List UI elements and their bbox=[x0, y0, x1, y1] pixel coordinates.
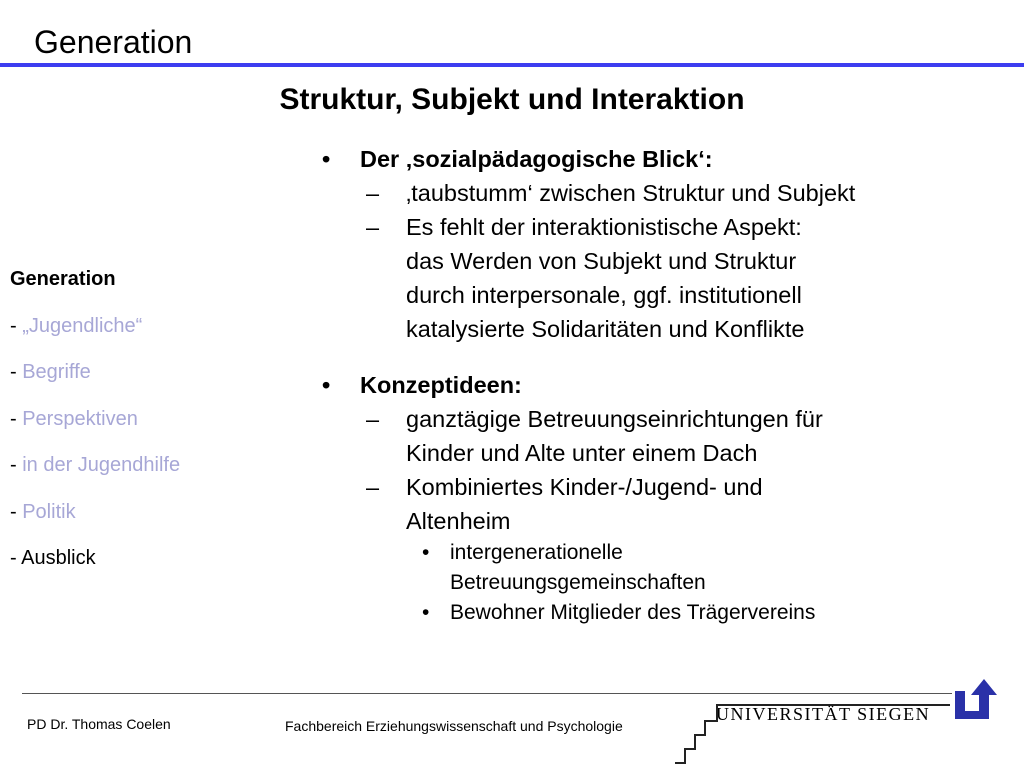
bullet-text: Konzeptideen: bbox=[360, 372, 522, 398]
sidebar-item-prefix: - bbox=[10, 547, 22, 569]
sub-point-taubstumm bbox=[318, 176, 998, 210]
sidebar-item-prefix: - bbox=[10, 361, 23, 383]
sub-sub-point-text: Bewohner Mitglieder des Trägervereins bbox=[450, 601, 816, 624]
dash-marker: – bbox=[366, 474, 380, 500]
sidebar-item-label[interactable]: in der Jugendhilfe bbox=[22, 454, 181, 476]
sidebar-item-label[interactable]: Ausblick bbox=[21, 547, 96, 569]
sub-point-continuation: durch interpersonale, ggf. institutionell bbox=[406, 282, 802, 308]
sub-sub-point-continuation: Betreuungsgemeinschaften bbox=[450, 571, 706, 594]
dash-marker: – bbox=[366, 214, 380, 240]
footer-department: Fachbereich Erziehungswissenschaft und Psychologie bbox=[285, 718, 623, 734]
bullet-marker: • bbox=[422, 601, 430, 624]
sub-sub-point-text: intergenerationelle bbox=[450, 541, 623, 564]
bullet-point-konzeptideen bbox=[318, 368, 998, 402]
slide-subtitle: Struktur, Subjekt und Interaktion bbox=[279, 83, 745, 116]
sidebar-item-prefix: - bbox=[10, 407, 23, 430]
sidebar-item-begriffe[interactable] bbox=[10, 349, 180, 396]
bullet-marker: • bbox=[322, 372, 331, 398]
bullet-marker: • bbox=[422, 541, 430, 564]
sub-point-continuation: Altenheim bbox=[406, 508, 511, 534]
sub-point-text: Es fehlt der interaktionistische Aspekt: bbox=[406, 214, 802, 240]
sidebar-item-prefix: - bbox=[10, 454, 23, 476]
sub-point-ganztaegig bbox=[318, 402, 998, 436]
sub-point-continuation: katalysierte Solidaritäten und Konflikte bbox=[406, 316, 805, 342]
sidebar-item-politik[interactable] bbox=[10, 489, 180, 536]
footer-author: PD Dr. Thomas Coelen bbox=[27, 716, 171, 732]
sub-point-text: Kombiniertes Kinder-/Jugend- und bbox=[406, 474, 763, 500]
sub-sub-point-intergenerationell bbox=[318, 538, 998, 568]
sidebar-item-label[interactable]: Begriffe bbox=[22, 361, 91, 383]
sidebar-item-label[interactable]: Perspektiven bbox=[22, 407, 138, 430]
sub-point-continuation: Kinder und Alte unter einem Dach bbox=[406, 440, 758, 466]
dash-marker: – bbox=[366, 180, 380, 206]
title-divider bbox=[0, 63, 1024, 67]
sidebar-item-jugendliche[interactable] bbox=[10, 303, 180, 350]
bullet-marker: • bbox=[322, 146, 331, 172]
sub-point-continuation: das Werden von Subjekt und Struktur bbox=[406, 248, 797, 274]
university-logo-icon bbox=[675, 677, 1005, 768]
sub-point-text: ganztägige Betreuungseinrichtungen für bbox=[406, 406, 823, 432]
sidebar-item-prefix: - bbox=[10, 500, 23, 523]
sub-sub-point-bewohner bbox=[318, 598, 998, 628]
sub-point-text: ‚taubstumm‘ zwischen Struktur und Subjekt bbox=[406, 180, 856, 206]
sidebar-heading: Generation bbox=[10, 268, 116, 290]
slide-content bbox=[318, 142, 998, 628]
sidebar-item-ausblick[interactable] bbox=[10, 535, 180, 582]
university-name: UNIVERSITÄT SIEGEN bbox=[716, 704, 931, 724]
slide-title: Generation bbox=[34, 24, 193, 60]
bullet-point-blick bbox=[318, 142, 998, 176]
sidebar-item-jugendhilfe[interactable] bbox=[10, 442, 180, 489]
sub-point-kombiniert bbox=[318, 470, 998, 504]
sidebar-item-label[interactable]: „Jugendliche“ bbox=[22, 314, 143, 337]
sidebar-item-label[interactable]: Politik bbox=[22, 500, 76, 523]
sub-point-aspekt bbox=[318, 210, 998, 244]
sidebar-item-prefix: - bbox=[10, 314, 23, 337]
sidebar-item-perspektiven[interactable] bbox=[10, 396, 180, 443]
bullet-text: Der ‚sozialpädagogische Blick‘: bbox=[360, 146, 713, 172]
sidebar-nav bbox=[10, 256, 180, 582]
dash-marker: – bbox=[366, 406, 380, 432]
